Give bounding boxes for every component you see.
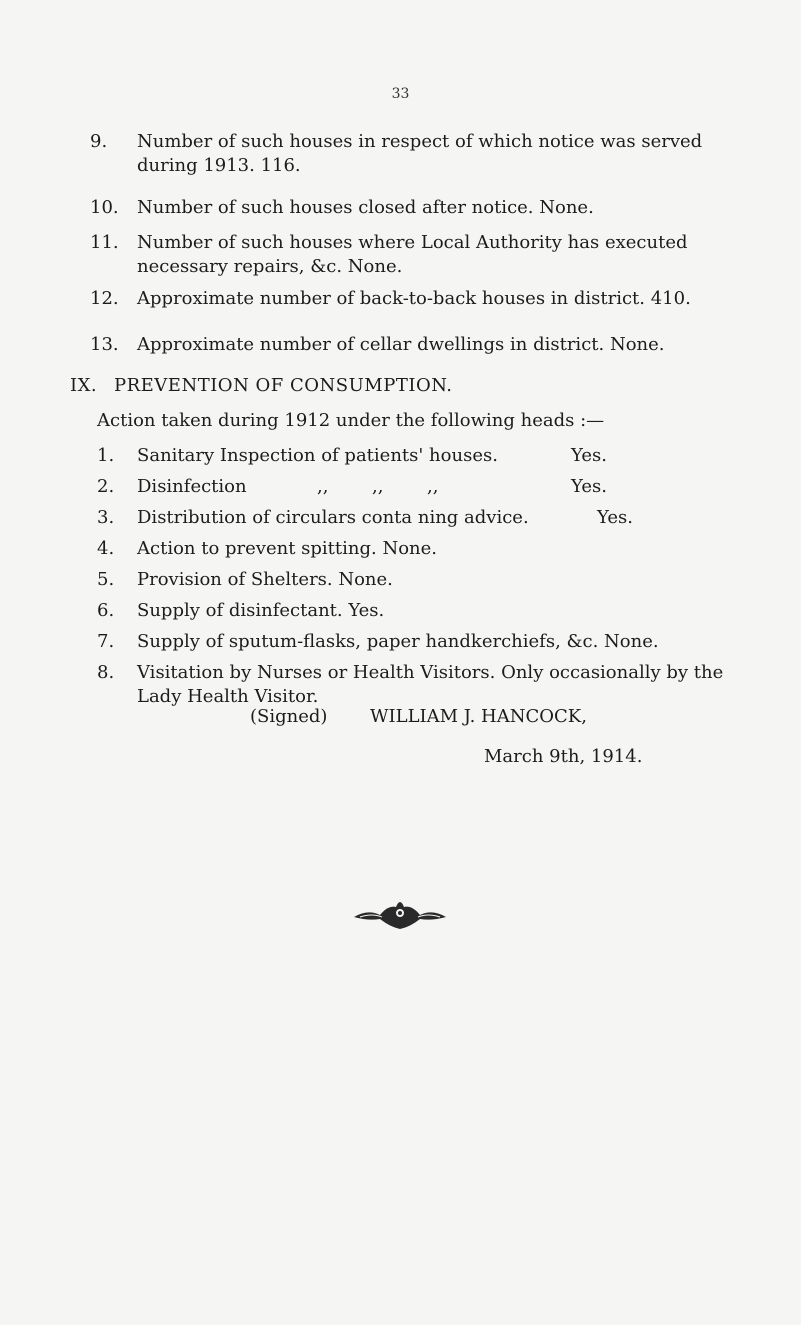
section-number: IX.: [70, 375, 98, 396]
item-number: 10.: [90, 197, 119, 218]
consumption-item-1: [97, 444, 747, 468]
section-intro: Action taken during 1912 under the following heads :—: [97, 410, 605, 431]
consumption-item-2: [97, 475, 747, 499]
item-number: 12.: [90, 288, 119, 309]
section-title: PREVENTION OF CONSUMPTION.: [114, 375, 453, 396]
item-text: Visitation by Nurses or Health Visitors. Only occasionally by the Lady Health Visitor.: [137, 662, 724, 707]
item-number: 6.: [97, 600, 115, 621]
consumption-item-7: [97, 630, 747, 654]
item-text: Supply of sputum-flasks, paper handkerchiefs, &c. None.: [137, 631, 659, 652]
page-number: 33: [391, 86, 410, 102]
item-text: Number of such houses closed after notice. None.: [137, 197, 594, 218]
consumption-item-4: [97, 537, 747, 561]
item-number: 5.: [97, 569, 115, 590]
item-text: Sanitary Inspection of patients' houses.: [137, 445, 498, 466]
housing-item-12: [90, 287, 750, 311]
item-number: 8.: [97, 662, 115, 683]
ditto-mark: ,,: [317, 476, 329, 497]
item-text: Distribution of circulars conta ning advice.: [137, 507, 529, 528]
item-number: 9.: [90, 131, 108, 152]
item-text: Supply of disinfectant. Yes.: [137, 600, 385, 621]
item-number: 7.: [97, 631, 115, 652]
item-text: Action to prevent spitting. None.: [137, 538, 438, 559]
item-text: Disinfection: [137, 476, 247, 497]
consumption-item-5: [97, 568, 747, 592]
ditto-mark: ,,: [372, 476, 384, 497]
item-number: 11.: [90, 232, 119, 253]
consumption-item-6: [97, 599, 747, 623]
item-number: 2.: [97, 476, 115, 497]
item-number: 1.: [97, 445, 115, 466]
item-number: 4.: [97, 538, 115, 559]
item-answer: Yes.: [571, 476, 607, 497]
item-number: 13.: [90, 334, 119, 355]
item-text: Provision of Shelters. None.: [137, 569, 393, 590]
item-answer: Yes.: [571, 445, 607, 466]
housing-item-10: [90, 196, 750, 220]
consumption-item-3: [97, 506, 747, 530]
item-text: Approximate number of cellar dwellings in district. None.: [137, 334, 665, 355]
item-number: 3.: [97, 507, 115, 528]
item-text: Number of such houses in respect of which notice was served during 1913. 116.: [137, 131, 703, 176]
item-text: Approximate number of back-to-back houses in district. 410.: [137, 288, 691, 309]
signature-line: [250, 706, 587, 727]
consumption-item-8: [97, 661, 747, 709]
item-answer: Yes.: [597, 507, 633, 528]
ditto-mark: ,,: [427, 476, 439, 497]
item-text-row: [137, 475, 747, 499]
signed-label: (Signed): [250, 706, 328, 727]
section-heading: [70, 375, 453, 396]
item-text: Number of such houses where Local Authority has executed necessary repairs, &c. None.: [137, 232, 688, 277]
housing-item-9: [90, 130, 750, 178]
signature-date: March 9th, 1914.: [484, 746, 643, 767]
signer-name: WILLIAM J. HANCOCK,: [370, 706, 587, 727]
housing-item-13: [90, 333, 750, 357]
ornament-icon: [350, 895, 450, 931]
housing-item-11: [90, 231, 750, 279]
